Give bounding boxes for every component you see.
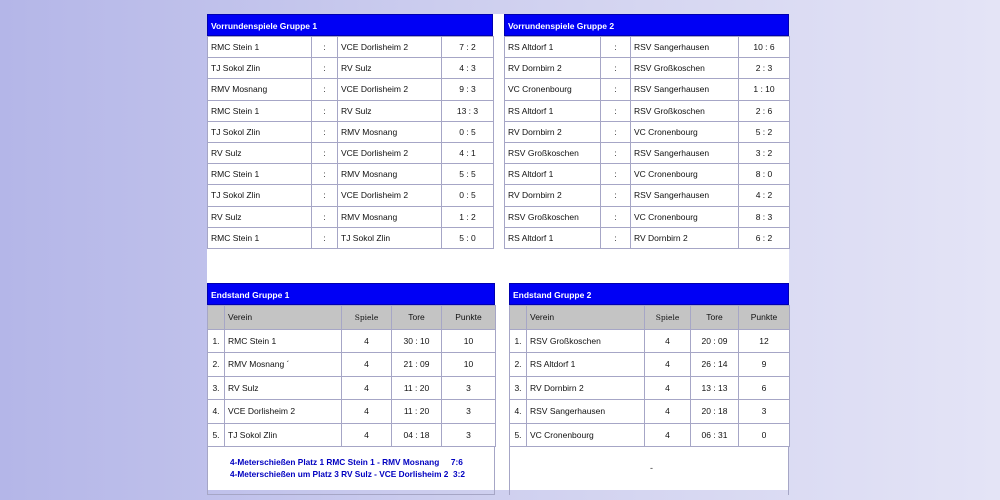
score: 5 : 2: [739, 121, 790, 142]
table-row: [208, 37, 494, 58]
points: 3: [442, 423, 496, 447]
versus-separator: :: [601, 206, 631, 227]
goals: 06 : 31: [691, 423, 739, 447]
group2-games-panel: [504, 14, 789, 249]
versus-separator: :: [601, 227, 631, 248]
score: 10 : 6: [739, 37, 790, 58]
score: 2 : 6: [739, 100, 790, 121]
group2-standing-title: Endstand Gruppe 2: [509, 283, 789, 305]
points: 9: [739, 353, 790, 377]
table-row: [510, 400, 790, 424]
goals: 26 : 14: [691, 353, 739, 377]
home-team: RSV Großkoschen: [505, 142, 601, 163]
results-sheet: [207, 14, 789, 490]
rank-header: [510, 306, 527, 330]
goals: 11 : 20: [392, 376, 442, 400]
table-row: [510, 423, 790, 447]
group2-standing-table: [509, 305, 790, 447]
versus-separator: :: [601, 142, 631, 163]
versus-separator: :: [601, 79, 631, 100]
group2-games-title: Vorrundenspiele Gruppe 2: [504, 14, 789, 36]
away-team: RSV Sangerhausen: [631, 185, 739, 206]
team-name: RMV Mosnang ´: [225, 353, 342, 377]
home-team: TJ Sokol Zlin: [208, 185, 312, 206]
rank: 5.: [208, 423, 225, 447]
games-played: 4: [342, 329, 392, 353]
points: 10: [442, 353, 496, 377]
away-team: VC Cronenbourg: [631, 206, 739, 227]
score: 6 : 2: [739, 227, 790, 248]
team-name: RS Altdorf 1: [527, 353, 645, 377]
versus-separator: :: [312, 58, 338, 79]
table-header-row: [510, 306, 790, 330]
home-team: VC Cronenbourg: [505, 79, 601, 100]
versus-separator: :: [312, 206, 338, 227]
away-team: TJ Sokol Zlin: [338, 227, 442, 248]
goals: 30 : 10: [392, 329, 442, 353]
score: 4 : 3: [442, 58, 494, 79]
table-row: [510, 376, 790, 400]
points: 12: [739, 329, 790, 353]
score: 5 : 0: [442, 227, 494, 248]
table-row: [208, 400, 496, 424]
table-row: [208, 376, 496, 400]
rank: 1.: [510, 329, 527, 353]
home-team: RV Dornbirn 2: [505, 185, 601, 206]
score: 13 : 3: [442, 100, 494, 121]
team-name: TJ Sokol Zlin: [225, 423, 342, 447]
rank: 2.: [208, 353, 225, 377]
games-played: 4: [645, 376, 691, 400]
away-team: VCE Dorlisheim 2: [338, 142, 442, 163]
verein-header: Verein: [527, 306, 645, 330]
home-team: RV Sulz: [208, 206, 312, 227]
rank: 1.: [208, 329, 225, 353]
shootout-notes: [207, 447, 495, 495]
points: 3: [442, 400, 496, 424]
home-team: RV Dornbirn 2: [505, 121, 601, 142]
verein-header: Verein: [225, 306, 342, 330]
rank: 3.: [208, 376, 225, 400]
rank: 2.: [510, 353, 527, 377]
score: 4 : 2: [739, 185, 790, 206]
home-team: RS Altdorf 1: [505, 100, 601, 121]
table-header-row: [208, 306, 496, 330]
group1-games-panel: [207, 14, 493, 249]
shootout-note-1: 4-Meterschießen Platz 1 RMC Stein 1 - RMV Mosnang 7:6: [230, 457, 463, 467]
away-team: RV Sulz: [338, 58, 442, 79]
rank: 4.: [208, 400, 225, 424]
games-played: 4: [645, 400, 691, 424]
home-team: RS Altdorf 1: [505, 227, 601, 248]
away-team: RSV Großkoschen: [631, 100, 739, 121]
versus-separator: :: [601, 121, 631, 142]
score: 1 : 10: [739, 79, 790, 100]
table-row: [505, 100, 790, 121]
group2-games-table: [504, 36, 790, 249]
home-team: RV Dornbirn 2: [505, 58, 601, 79]
goals: 20 : 09: [691, 329, 739, 353]
table-row: [510, 353, 790, 377]
points: 0: [739, 423, 790, 447]
away-team: RSV Sangerhausen: [631, 79, 739, 100]
group1-standing-table: [207, 305, 496, 447]
versus-separator: :: [601, 185, 631, 206]
home-team: RMC Stein 1: [208, 164, 312, 185]
versus-separator: :: [312, 142, 338, 163]
shootout-note-2: 4-Meterschießen um Platz 3 RV Sulz - VCE Dorlisheim 2 3:2: [230, 469, 465, 479]
team-name: RV Dornbirn 2: [527, 376, 645, 400]
table-row: [208, 185, 494, 206]
group1-standing-title: Endstand Gruppe 1: [207, 283, 495, 305]
team-name: VC Cronenbourg: [527, 423, 645, 447]
table-row: [505, 164, 790, 185]
versus-separator: :: [601, 37, 631, 58]
tore-header: Tore: [392, 306, 442, 330]
goals: 21 : 09: [392, 353, 442, 377]
home-team: RSV Großkoschen: [505, 206, 601, 227]
versus-separator: :: [312, 164, 338, 185]
home-team: RMC Stein 1: [208, 100, 312, 121]
games-played: 4: [342, 400, 392, 424]
table-row: [208, 353, 496, 377]
rank-header: [208, 306, 225, 330]
table-row: [208, 329, 496, 353]
away-team: VCE Dorlisheim 2: [338, 185, 442, 206]
punkte-header: Punkte: [442, 306, 496, 330]
table-row: [505, 37, 790, 58]
table-row: [505, 227, 790, 248]
table-row: [505, 142, 790, 163]
home-team: RS Altdorf 1: [505, 164, 601, 185]
versus-separator: :: [312, 100, 338, 121]
versus-separator: :: [312, 185, 338, 206]
home-team: RMC Stein 1: [208, 227, 312, 248]
versus-separator: :: [312, 79, 338, 100]
team-name: RV Sulz: [225, 376, 342, 400]
games-played: 4: [645, 423, 691, 447]
score: 8 : 3: [739, 206, 790, 227]
table-row: [505, 58, 790, 79]
stray-mark: -: [650, 463, 653, 473]
games-played: 4: [342, 423, 392, 447]
home-team: RV Sulz: [208, 142, 312, 163]
versus-separator: :: [601, 164, 631, 185]
score: 1 : 2: [442, 206, 494, 227]
score: 2 : 3: [739, 58, 790, 79]
points: 3: [442, 376, 496, 400]
score: 0 : 5: [442, 121, 494, 142]
score: 3 : 2: [739, 142, 790, 163]
table-row: [208, 58, 494, 79]
team-name: RSV Sangerhausen: [527, 400, 645, 424]
versus-separator: :: [601, 58, 631, 79]
home-team: RMV Mosnang: [208, 79, 312, 100]
score: 9 : 3: [442, 79, 494, 100]
away-team: RSV Großkoschen: [631, 58, 739, 79]
rank: 5.: [510, 423, 527, 447]
goals: 13 : 13: [691, 376, 739, 400]
away-team: RSV Sangerhausen: [631, 37, 739, 58]
home-team: TJ Sokol Zlin: [208, 58, 312, 79]
group1-games-table: [207, 36, 494, 249]
team-name: VCE Dorlisheim 2: [225, 400, 342, 424]
away-team: RMV Mosnang: [338, 206, 442, 227]
table-row: [505, 79, 790, 100]
games-played: 4: [342, 376, 392, 400]
table-row: [505, 206, 790, 227]
away-team: RMV Mosnang: [338, 121, 442, 142]
away-team: RSV Sangerhausen: [631, 142, 739, 163]
group2-bottom-area: [509, 447, 789, 495]
table-row: [208, 100, 494, 121]
score: 0 : 5: [442, 185, 494, 206]
versus-separator: :: [601, 100, 631, 121]
group1-games-title: Vorrundenspiele Gruppe 1: [207, 14, 493, 36]
versus-separator: :: [312, 227, 338, 248]
rank: 4.: [510, 400, 527, 424]
away-team: RV Dornbirn 2: [631, 227, 739, 248]
away-team: VCE Dorlisheim 2: [338, 37, 442, 58]
away-team: VC Cronenbourg: [631, 121, 739, 142]
home-team: RS Altdorf 1: [505, 37, 601, 58]
spiele-header: Spiele: [645, 306, 691, 330]
table-row: [208, 79, 494, 100]
rank: 3.: [510, 376, 527, 400]
score: 8 : 0: [739, 164, 790, 185]
versus-separator: :: [312, 37, 338, 58]
table-row: [208, 206, 494, 227]
goals: 04 : 18: [392, 423, 442, 447]
team-name: RMC Stein 1: [225, 329, 342, 353]
score: 7 : 2: [442, 37, 494, 58]
home-team: RMC Stein 1: [208, 37, 312, 58]
group2-standing-panel: [509, 283, 789, 495]
goals: 11 : 20: [392, 400, 442, 424]
table-row: [208, 142, 494, 163]
home-team: TJ Sokol Zlin: [208, 121, 312, 142]
away-team: RMV Mosnang: [338, 164, 442, 185]
score: 5 : 5: [442, 164, 494, 185]
points: 3: [739, 400, 790, 424]
away-team: VCE Dorlisheim 2: [338, 79, 442, 100]
points: 10: [442, 329, 496, 353]
team-name: RSV Großkoschen: [527, 329, 645, 353]
points: 6: [739, 376, 790, 400]
table-row: [208, 227, 494, 248]
versus-separator: :: [312, 121, 338, 142]
group1-standing-panel: [207, 283, 495, 495]
table-row: [208, 423, 496, 447]
tore-header: Tore: [691, 306, 739, 330]
table-row: [505, 185, 790, 206]
punkte-header: Punkte: [739, 306, 790, 330]
score: 4 : 1: [442, 142, 494, 163]
away-team: VC Cronenbourg: [631, 164, 739, 185]
table-row: [208, 164, 494, 185]
goals: 20 : 18: [691, 400, 739, 424]
spiele-header: Spiele: [342, 306, 392, 330]
games-played: 4: [645, 353, 691, 377]
away-team: RV Sulz: [338, 100, 442, 121]
games-played: 4: [342, 353, 392, 377]
table-row: [505, 121, 790, 142]
table-row: [208, 121, 494, 142]
games-played: 4: [645, 329, 691, 353]
table-row: [510, 329, 790, 353]
